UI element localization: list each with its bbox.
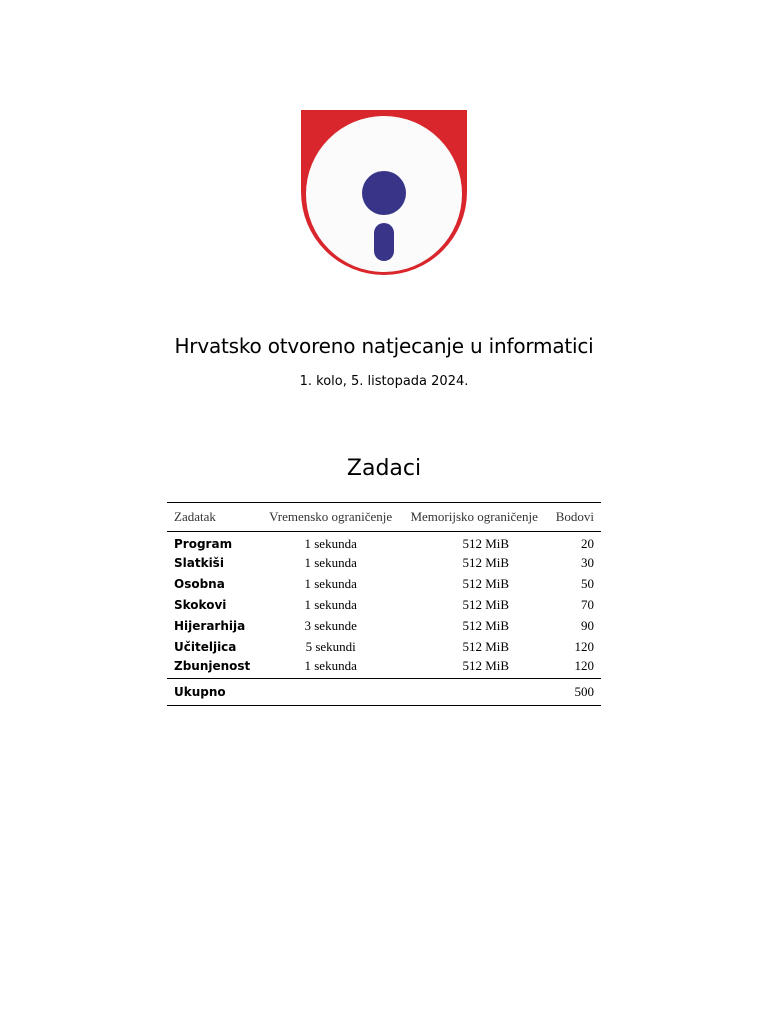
task-name: Hijerarhija: [174, 619, 246, 633]
table-row: [167, 532, 601, 553]
table-row: [167, 637, 601, 658]
competition-logo: [300, 109, 468, 275]
page-title: Hrvatsko otvoreno natjecanje u informatici: [174, 334, 594, 358]
column-header-points: Bodovi: [547, 503, 601, 532]
table-row: [167, 616, 601, 637]
column-header-memory: Memorijsko ograničenje: [401, 503, 547, 532]
task-memory-limit: 512 MiB: [462, 576, 510, 591]
total-memory-empty: [401, 679, 547, 706]
task-points: 30: [581, 555, 594, 570]
task-points: 90: [581, 618, 594, 633]
task-memory-limit: 512 MiB: [462, 536, 510, 552]
task-time-limit: 1 sekunda: [304, 658, 357, 674]
task-name: Osobna: [174, 577, 225, 591]
task-name: Zbunjenost: [174, 659, 251, 674]
table-row: [167, 553, 601, 574]
table-header-row: [167, 503, 601, 532]
task-memory-limit: 512 MiB: [462, 658, 510, 674]
tasks-table: [167, 502, 601, 706]
task-memory-limit: 512 MiB: [462, 618, 510, 633]
table-row: [167, 574, 601, 595]
task-memory-limit: 512 MiB: [462, 639, 510, 654]
page-subtitle: 1. kolo, 5. listopada 2024.: [299, 374, 469, 389]
logo-stem: [374, 223, 394, 261]
task-time-limit: 1 sekunda: [304, 597, 357, 612]
task-points: 120: [574, 639, 594, 654]
task-points: 20: [581, 536, 594, 552]
table-row: [167, 658, 601, 679]
task-name: Program: [174, 537, 233, 552]
task-points: 50: [581, 576, 594, 591]
table-row: [167, 595, 601, 616]
task-time-limit: 1 sekunda: [304, 555, 357, 570]
task-points: 120: [574, 658, 594, 674]
total-time-empty: [260, 679, 401, 706]
task-memory-limit: 512 MiB: [462, 555, 510, 570]
column-header-task: Zadatak: [167, 503, 260, 532]
column-header-time: Vremensko ograničenje: [260, 503, 401, 532]
table-total-row: [167, 679, 601, 706]
task-time-limit: 1 sekunda: [304, 576, 357, 591]
total-points: 500: [547, 679, 601, 706]
logo-dot: [362, 171, 406, 215]
task-time-limit: 5 sekundi: [305, 639, 356, 654]
task-name: Slatkiši: [174, 556, 224, 570]
task-name: Skokovi: [174, 598, 227, 612]
task-name: Učiteljica: [174, 640, 237, 654]
total-label: Ukupno: [167, 679, 260, 706]
section-heading: Zadaci: [346, 456, 422, 481]
task-points: 70: [581, 597, 594, 612]
task-memory-limit: 512 MiB: [462, 597, 510, 612]
task-time-limit: 3 sekunde: [304, 618, 357, 633]
task-time-limit: 1 sekunda: [304, 536, 357, 552]
